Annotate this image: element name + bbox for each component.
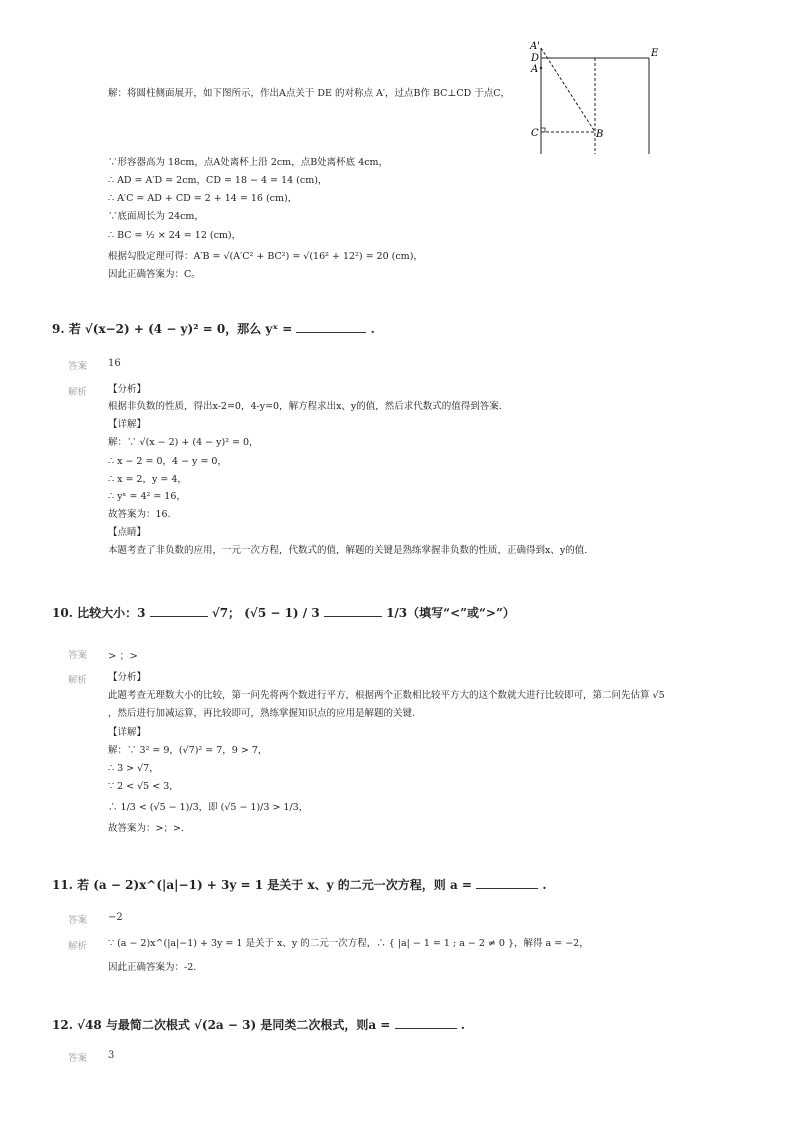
q9-text: 若 √(x−2) + (4 − y)² = 0，那么 yˣ = <box>68 322 293 336</box>
q11-question: 11. 若 (a − 2)x^(|a|−1) + 3y = 1 是关于 x、y 的二元一次方程，则 a = . <box>52 878 547 892</box>
q9-line-5: ∴ x − 2 = 0，4 − y = 0， <box>108 456 227 467</box>
q10-line-6: ∴ 3 > √7， <box>108 763 159 774</box>
label-d: D <box>531 53 540 64</box>
q10-text-b: √7； <box>211 606 241 620</box>
q10-line-4: 【详解】 <box>108 727 147 738</box>
q10-blank-1[interactable] <box>150 604 208 617</box>
q10-text-d: 1/3（填写“<”或“>”） <box>386 606 515 620</box>
label-e: E <box>651 48 659 59</box>
q9-answer: 16 <box>108 358 121 369</box>
label-a-prime: A' <box>530 41 540 52</box>
q11-answer: −2 <box>108 912 123 923</box>
q12-question: 12. √48 与最简二次根式 √(2a − 3) 是同类二次根式，则a = . <box>52 1018 465 1032</box>
q12-answer-blank[interactable] <box>395 1016 457 1029</box>
cylinder-unfold-diagram <box>522 38 672 158</box>
q9-question: 9. 若 √(x−2) + (4 − y)² = 0，那么 yˣ = . <box>52 322 375 336</box>
q10-text-c: (√5 − 1) / 3 <box>244 606 320 620</box>
q8-line-7: 因此正确答案为：C。 <box>108 269 201 280</box>
q10-answer: > ；> <box>108 651 138 662</box>
q10-line-5: 解：∵ 3² = 9，(√7)² = 7，9 > 7， <box>108 745 268 756</box>
q12-answer: 3 <box>108 1050 115 1061</box>
q10-line-8: ∴ 1/3 < (√5 − 1)/3，即 (√5 − 1)/3 > 1/3， <box>108 802 309 813</box>
q9-line-9: 【点睛】 <box>108 527 147 538</box>
q12-answer-label: 答案 <box>68 1053 88 1064</box>
q9-line-4: 解：∵ √(x − 2) + (4 − y)² = 0， <box>108 437 259 448</box>
q8-line-1: ∵形容器高为 18cm，点A处离杯上沿 2cm，点B处离杯底 4cm， <box>108 157 389 168</box>
q11-line-2: 因此正确答案为：-2. <box>108 962 197 973</box>
q8-solution-intro: 解：将圆柱侧面展开，如下图所示，作出A点关于 DE 的对称点 A′，过点B作 BC⊥CD 于点C， <box>108 88 511 99</box>
q10-analysis-label: 解析 <box>68 675 88 686</box>
label-a: A <box>531 64 539 75</box>
q10-line-7: ∵ 2 < √5 < 3， <box>108 781 179 792</box>
q9-number: 9. <box>52 322 65 336</box>
q11-answer-blank[interactable] <box>476 876 538 889</box>
q9-line-6: ∴ x = 2，y = 4， <box>108 474 187 485</box>
label-c: C <box>531 128 539 139</box>
q9-line-1: 【分析】 <box>108 384 147 395</box>
q8-line-3: ∴ A′C = AD + CD = 2 + 14 = 16 (cm)， <box>108 193 298 204</box>
q10-text-a: 比较大小：3 <box>77 606 146 620</box>
q10-number: 10. <box>52 606 73 620</box>
label-b: B <box>596 129 604 140</box>
q12-number: 12. <box>52 1018 73 1032</box>
q9-analysis-label: 解析 <box>68 387 88 398</box>
q8-line-2: ∴ AD = A′D = 2cm，CD = 18 − 4 = 14 (cm)， <box>108 175 328 186</box>
q11-line-1: ∵ (a − 2)x^(|a|−1) + 3y = 1 是关于 x、y 的二元一次方程，∴ { |a| − 1 = 1 ; a − 2 ≠ 0 }，解得 a = −2， <box>108 938 589 949</box>
q9-answer-blank[interactable] <box>296 320 366 333</box>
q10-line-9: 故答案为：>；>. <box>108 823 184 834</box>
q9-line-10: 本题考查了非负数的应用，一元一次方程，代数式的值，解题的关键是熟练掌握非负数的性质，正确得到x、y的值. <box>108 545 588 556</box>
q9-line-8: 故答案为：16. <box>108 509 171 520</box>
q10-line-2: 此题考查无理数大小的比较，第一问先将两个数进行平方，根据两个正数相比较平方大的这个数就大进行比较即可，第二问先估算 √5 <box>108 690 665 701</box>
q9-line-7: ∴ yˣ = 4² = 16， <box>108 491 186 502</box>
q8-line-5: ∴ BC = ½ × 24 = 12 (cm)， <box>108 230 242 241</box>
q8-line-6: 根据勾股定理可得：A′B = √(A′C² + BC²) = √(16² + 12²) = 20 (cm)， <box>108 251 423 262</box>
q10-blank-2[interactable] <box>324 604 382 617</box>
q10-line-1: 【分析】 <box>108 672 147 683</box>
q11-answer-label: 答案 <box>68 915 88 926</box>
q10-question <box>52 604 515 621</box>
q8-line-4: ∵底面周长为 24cm， <box>108 211 204 222</box>
q10-answer-label: 答案 <box>68 650 88 661</box>
q9-answer-label: 答案 <box>68 361 88 372</box>
q11-number: 11. <box>52 878 73 892</box>
q9-line-3: 【详解】 <box>108 419 147 430</box>
q9-line-2: 根据非负数的性质，得出x-2=0，4-y=0，解方程求出x、y的值，然后求代数式的值得到答案. <box>108 401 502 412</box>
q10-line-3: ，然后进行加减运算，再比较即可，熟练掌握知识点的应用是解题的关键. <box>108 708 416 719</box>
q11-analysis-label: 解析 <box>68 941 88 952</box>
q11-text: 若 (a − 2)x^(|a|−1) + 3y = 1 是关于 x、y 的二元一次方程，则 a = <box>77 878 472 892</box>
q12-text: √48 与最简二次根式 √(2a − 3) 是同类二次根式，则a = <box>77 1018 391 1032</box>
